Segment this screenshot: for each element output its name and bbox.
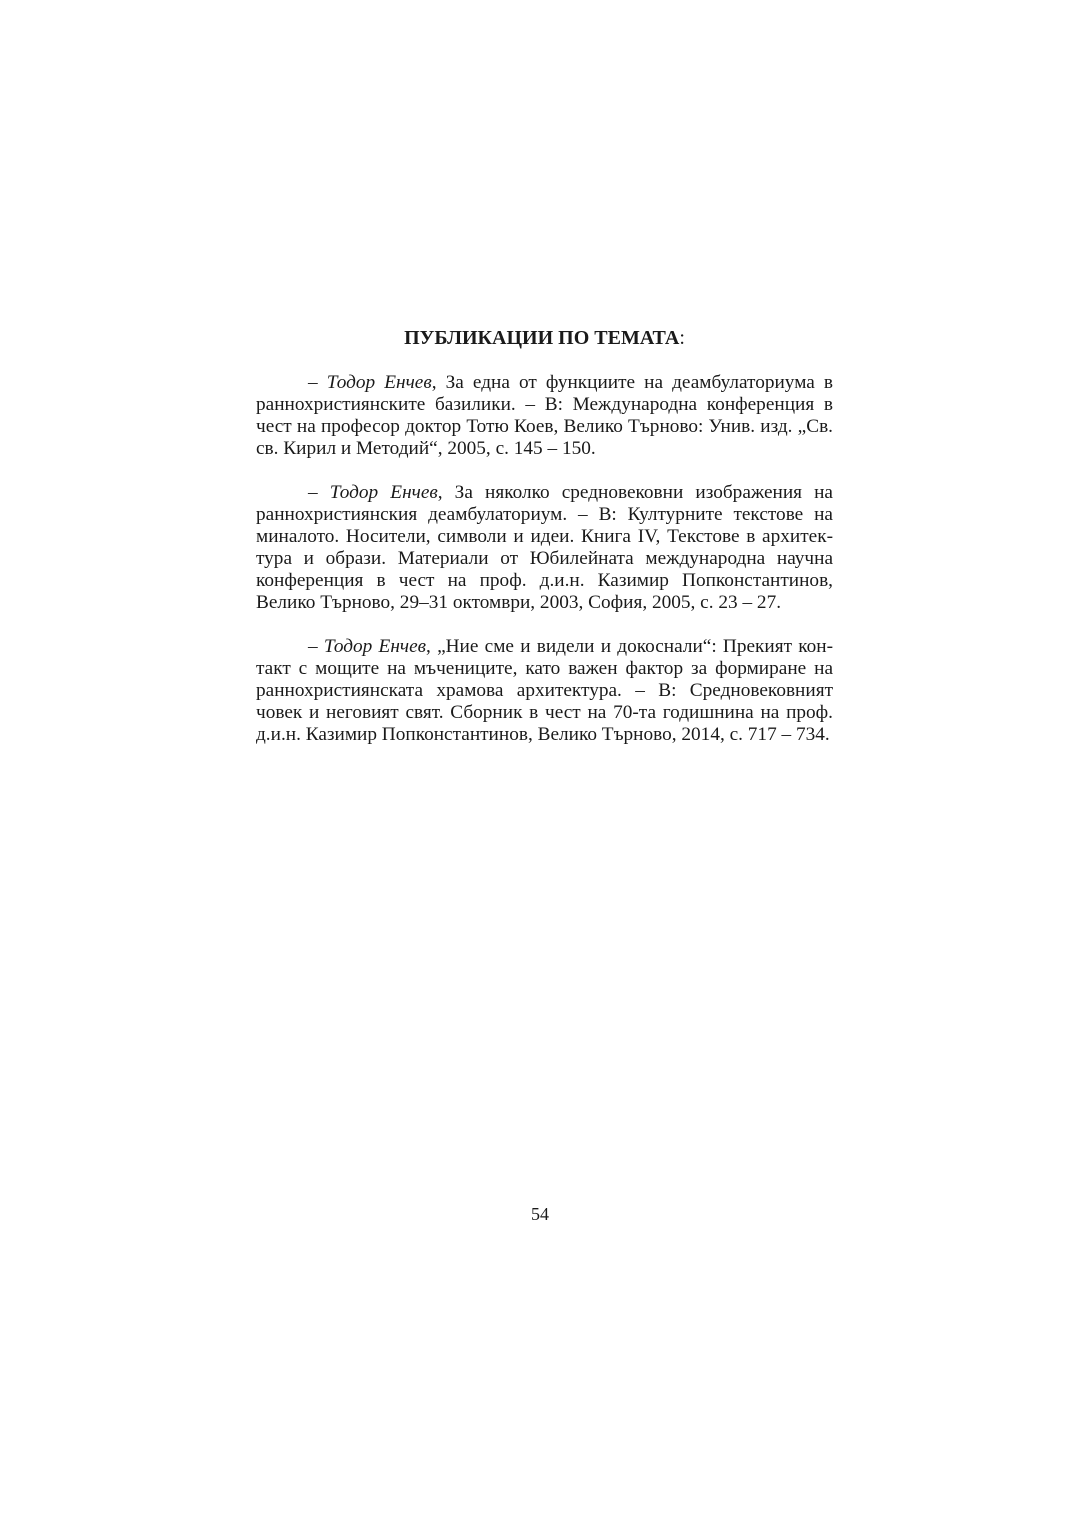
entry-author: Тодор Енчев xyxy=(323,636,427,657)
section-heading xyxy=(256,324,833,352)
publication-entry xyxy=(256,482,833,614)
entry-text: , За една от функциите на деамбулаториума в раннохристиянските базилики. – В: Международна конференция в чест на професор доктор Тотю Коев, Велико Търново: Унив. изд. „Св. св. Кирил и Методий“, 2005, с. 145 – 150. xyxy=(256,372,833,459)
publication-entry xyxy=(256,372,833,460)
entry-text: , „Ние сме и видели и докоснали“: Прекият контакт с мощите на мъчениците, като важен фактор за формиране на раннохристиянската храмова архитектура. – В: Средновековният човек и неговият свят. Сборник в чест на 70-та годишнина на проф. д.и.н. Казимир Попконстантинов, Велико Търново, 2014, с. 717 – 734. xyxy=(256,636,833,745)
entry-dash: – xyxy=(308,372,327,393)
entry-dash: – xyxy=(308,636,324,657)
entry-dash: – xyxy=(308,482,330,503)
publication-list xyxy=(256,372,833,768)
entry-text: , За няколко средновековни изображения на раннохристиянския деамбулаториум. – В: Културните текстове на миналото. Носители, символи и идеи. Книга IV, Текстове в архитектура и образи. Материали от Юбилейната международна научна конференция в чест на проф. д.и.н. Казимир Попконстантинов, Велико Търново, 29–31 октомври, 2003, София, 2005, с. 23 – 27. xyxy=(256,482,833,613)
entry-author: Тодор Енчев xyxy=(326,372,432,393)
publication-entry xyxy=(256,636,833,746)
section-heading-title: ПУБЛИКАЦИИ ПО ТЕМАТА xyxy=(404,327,680,349)
page-number: 54 xyxy=(531,1204,549,1224)
section-heading-colon: : xyxy=(679,327,685,349)
entry-author: Тодор Енчев xyxy=(329,482,438,503)
